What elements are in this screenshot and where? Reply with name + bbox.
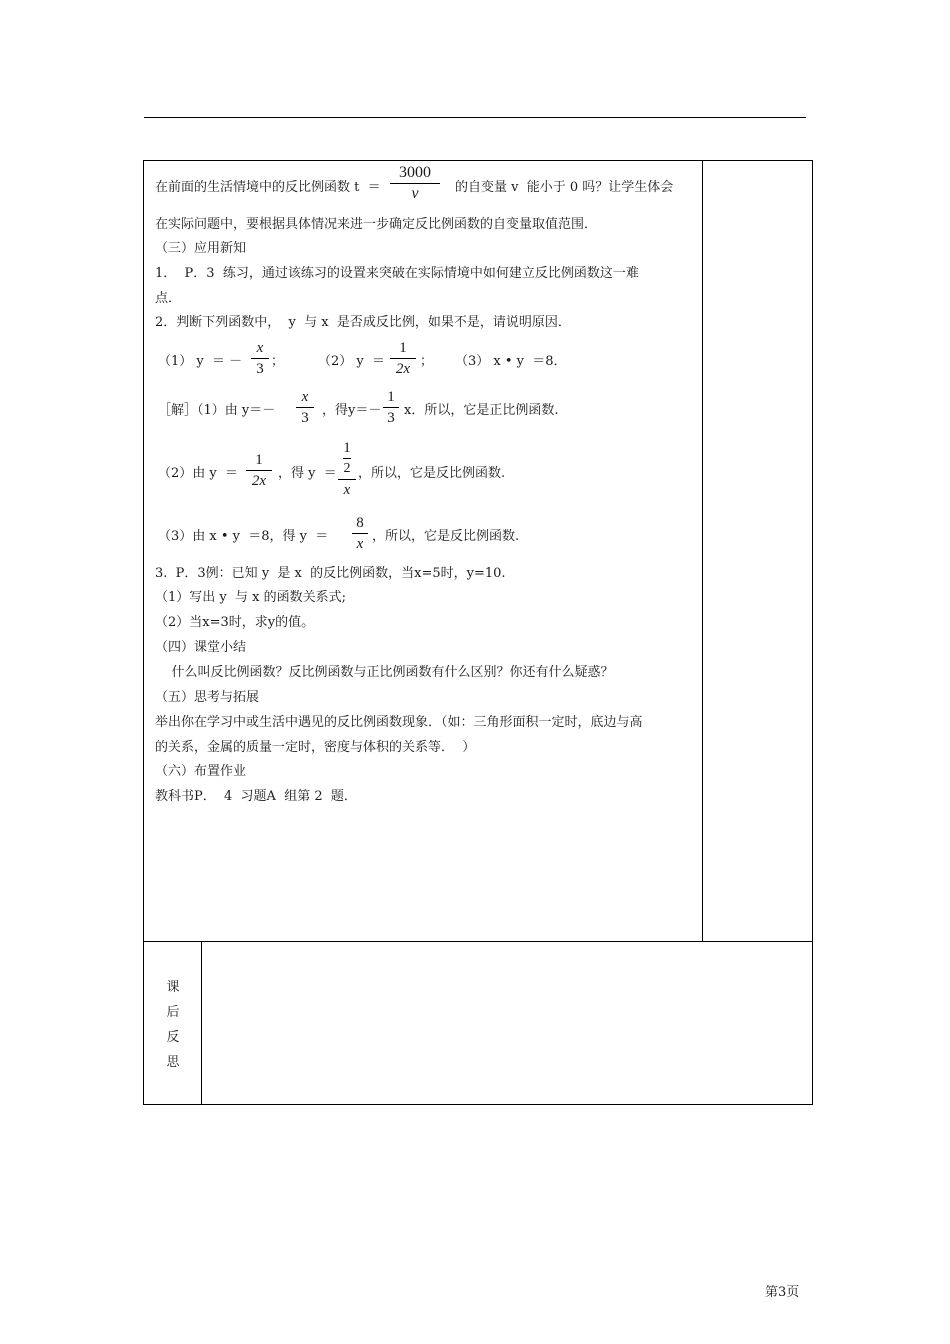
line-8c: x．所以，它是正比例函数.	[404, 403, 559, 418]
page-number: 第3页	[765, 1285, 800, 1300]
table-divider-left	[201, 941, 202, 1105]
fraction-x-over-3-solution: x 3	[296, 389, 314, 426]
lesson-table	[143, 160, 813, 1105]
line-11: 3. P．3例：已知 y 是 x 的反比例函数，当x=5时，y=10.	[155, 566, 506, 581]
line-8a: ［解］（1）由 y＝－	[158, 403, 276, 418]
line-7d: ；	[420, 354, 434, 369]
line-10a: （3）由 x • y ＝8，得 y ＝	[158, 529, 329, 544]
line-14: （四）课堂小结	[155, 640, 247, 655]
header-rule	[144, 117, 806, 118]
fraction-1-over-3: 1 3	[383, 389, 399, 426]
fraction-x-over-3: x 3	[251, 340, 269, 377]
line-8b: ，得y＝－	[322, 403, 382, 418]
line-13: （2）当x=3时，求y的值。	[155, 615, 315, 630]
fraction-1-over-2x-solution: 1 2x	[246, 452, 272, 489]
line-7c: （2） y ＝	[318, 354, 386, 369]
fraction-1-over-2x: 1 2x	[390, 340, 416, 377]
fraction-8-over-x: 8 x	[352, 515, 368, 552]
line-5: 点．	[155, 291, 182, 306]
line-3: （三）应用新知	[155, 241, 247, 256]
line-6: 2．判断下列函数中， y 与 x 是否成反比例，如果不是，请说明原因．	[155, 315, 571, 330]
reflection-label: 课 后 反 思	[166, 980, 180, 1070]
table-divider-horizontal	[143, 941, 813, 942]
table-divider-right	[702, 160, 703, 942]
line-1a: 在前面的生活情境中的反比例函数 t ＝	[155, 180, 381, 195]
line-19: （六）布置作业	[155, 764, 247, 779]
line-10b: ，所以，它是反比例函数.	[372, 529, 520, 544]
line-18: 的关系，金属的质量一定时，密度与体积的关系等． ）	[155, 740, 476, 755]
line-9a: （2）由 y ＝	[158, 466, 239, 481]
line-1b: 的自变量 v 能小于 0 吗？让学生体会	[455, 180, 674, 195]
line-7e: （3） x • y ＝8．	[455, 354, 567, 369]
line-20: 教科书P． 4 习题A 组第 2 题．	[155, 789, 357, 804]
line-2: 在实际问题中，要根据具体情况来进一步确定反比例函数的自变量取值范围．	[155, 217, 598, 232]
line-15: 什么叫反比例函数？反比例函数与正比例函数有什么区别？你还有什么疑惑？	[155, 665, 614, 680]
line-9c: ，所以，它是反比例函数.	[358, 466, 506, 481]
line-4: 1． P．3 练习，通过该练习的设置来突破在实际情境中如何建立反比例函数这一难	[155, 266, 639, 281]
fraction-nested-half-over-x: 1 2 x	[338, 440, 356, 498]
line-9b: ，得 y ＝	[278, 466, 337, 481]
line-7a: （1） y ＝ －	[158, 354, 243, 369]
fraction-3000-over-v: 3000 v	[390, 165, 440, 202]
line-17: 举出你在学习中或生活中遇见的反比例函数现象．（如：三角形面积一定时，底边与高	[155, 715, 643, 730]
line-16: （五）思考与拓展	[155, 690, 260, 705]
line-7b: ；	[271, 354, 285, 369]
line-12: （1）写出 y 与 x 的函数关系式;	[155, 590, 346, 605]
